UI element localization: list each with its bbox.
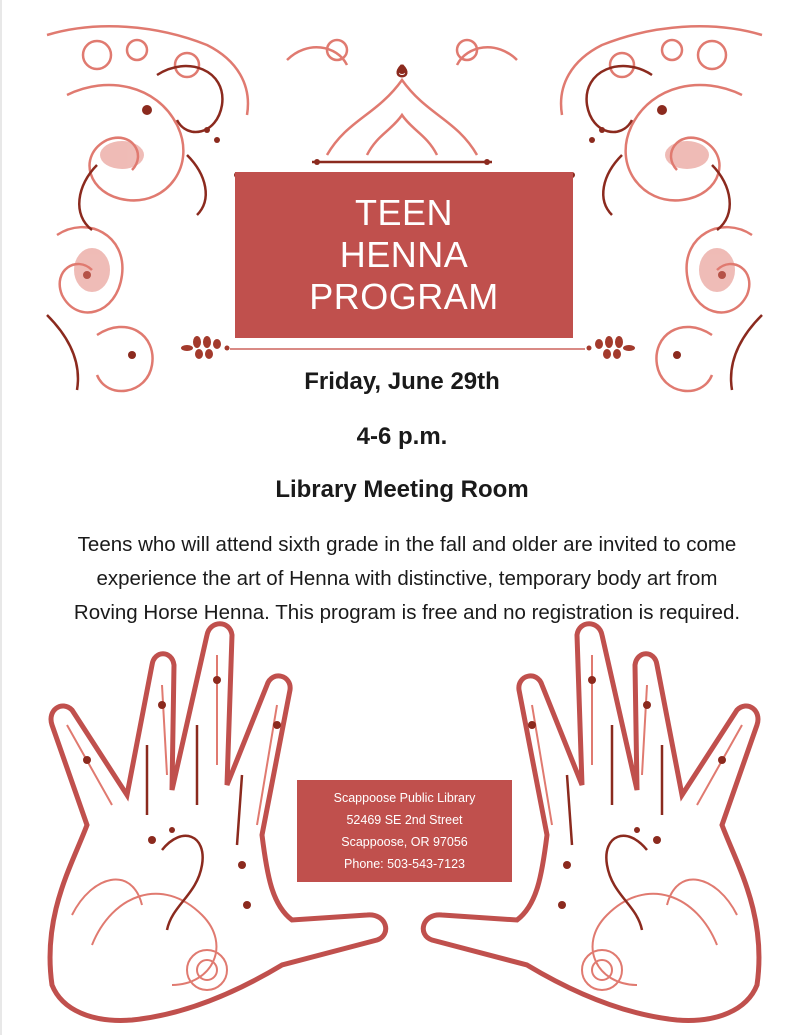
event-time: 4-6 p.m. [356,423,448,450]
program-title-box [235,172,573,338]
event-location: Library Meeting Room [275,476,529,503]
title-line-2: HENNA [339,234,469,275]
library-name: Scappoose Public Library [333,791,476,805]
library-address-box [297,780,512,882]
title-divider [230,348,585,350]
program-description: Teens who will attend sixth grade in the fall and older are invited to come experience the art of Henna with distinctive, temporary body art from Roving Horse Henna. This program is free and no registration is required. [73,533,741,624]
title-line-1: TEEN [354,192,453,233]
library-street: 52469 SE 2nd Street [346,813,463,827]
henna-crown-icon [267,20,537,170]
library-city: Scappoose, OR 97056 [341,835,468,849]
leaf-sprig-right-icon [584,332,639,362]
library-phone: Phone: 503-543-7123 [344,857,465,871]
henna-pattern-top-left-icon [37,15,267,405]
title-line-3: PROGRAM [309,276,499,317]
event-date: Friday, June 29th [304,368,500,395]
leaf-sprig-left-icon [177,332,232,362]
